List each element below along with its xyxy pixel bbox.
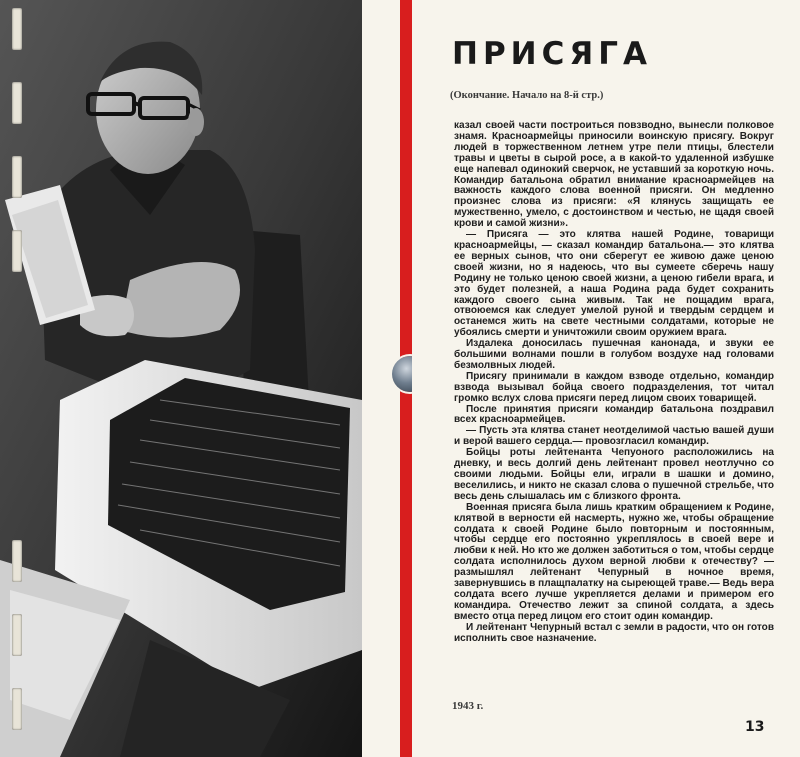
article-paragraph: Бойцы роты лейтенанта Чепуоного расположились на дневку, и весь долгий день лейтенант провел неотлучно со своими людьми. Бойцы ели, играли в шашки и домино, веселились, и никто не сказал слова о пушечной стрельбе, что весь день слышалась им с близкого фронта.: [454, 447, 774, 502]
article-title: ПРИСЯГА: [452, 36, 652, 72]
article-paragraph: Присягу принимали в каждом взводе отдельно, командир взвода вызывал бойца своего подразделения, тот читал громко вслух слова присяги перед лицом своих товарищей.: [454, 370, 774, 404]
article-paragraph: — Присяга — это клятва нашей Родине, товарищи красноармейцы, — сказал командир батальона.— это клятва ее верных сынов, что они сберегут ее живою даже ценою своей жизни, но я надеюсь, что вы сумеете сберечь нашу Родину не только ценою своей жизни, а ценою гибели врага, и это будет полезней, а наша Родина рада будет сохранить каждого своего сына живым. Так не пощадим врага, отвоюемся как следует умелой руной и твердым сердцем и останемся жить на свете честными солдатами, которые не убоялись смерти и уничтожили своим оружием врага.: [454, 229, 774, 339]
spiral-slot: [12, 540, 22, 582]
continuation-note: (Окончание. Начало на 8-й стр.): [450, 90, 604, 101]
article-paragraph: После принятия присяги командир батальона поздравил всех красноармейцев.: [454, 403, 774, 426]
spiral-slot: [12, 688, 22, 730]
spiral-slot: [12, 82, 22, 124]
author-photo: [0, 0, 362, 757]
spiral-slot: [12, 8, 22, 50]
photo-illustration: [0, 0, 362, 757]
spiral-slot: [12, 230, 22, 272]
spiral-slot: [12, 156, 22, 198]
article-page: [412, 0, 800, 757]
page-number: 13: [745, 719, 765, 735]
article-paragraph: И лейтенант Чепурный встал с земли в радости, что он готов исполнить свое назначение.: [454, 621, 774, 644]
article-paragraph: — Пусть эта клятва станет неотделимой частью вашей души и верой вашего сердца.— провозгласил командир.: [454, 425, 774, 448]
article-paragraph: казал своей части построиться повзводно, вынесли полковое знамя. Красноармейцы приносили воинскую присягу. Вокруг людей в торжественном летнем утре пели птицы, блестели травы и цветы в сырой росе, а в какой-то удаленной избушке еще напевал одинокий сверчок, не уставший за короткую ночь. Командир батальона обратил внимание красноармейцев на важность каждого слова военной присяги. Он медленно произнес слова из присяги: «Я клянусь защищать ее мужественно, умело, с достоинством и честью, не щадя своей крови и самой жизни».: [454, 120, 774, 230]
article-body: [454, 121, 774, 645]
article-paragraph: Военная присяга была лишь кратким обращением к Родине, клятвой в верности ей насмерть, нужно же, чтобы обращение солдата к своей Родине было повторным и постоянным, чтобы сердце его постоянно укреплялось в своей вере и любви к ней. Но кто же должен заботиться о том, чтобы сердце солдата исполнилось духом верной любви к отечеству? — размышлял лейтенант Чепурный в ночное время, завернувшись в плащпалатку на сыреющей траве.— Ведь вера солдата всего лучше укрепляется делами и примером его командира. Отечество лежит за спиной солдата, а здесь вместо отца перед лицом его стоит один командир.: [454, 501, 774, 622]
spiral-slot: [12, 614, 22, 656]
article-paragraph: Издалека доносилась пушечная канонада, и звуки ее большими волнами пошли в голубом воздухе над головами безмолвных людей.: [454, 338, 774, 371]
article-year: 1943 г.: [452, 700, 484, 712]
